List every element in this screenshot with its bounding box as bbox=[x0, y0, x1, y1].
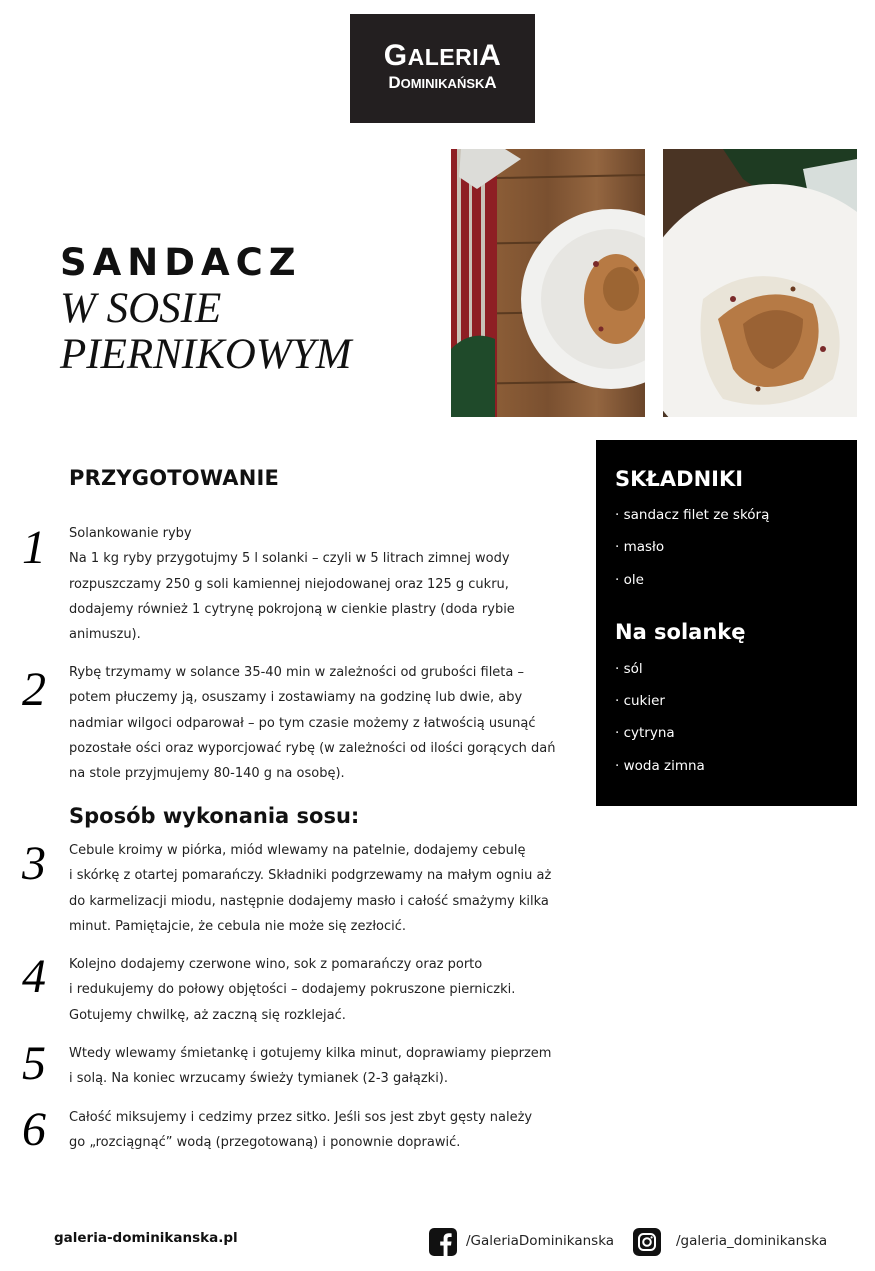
step-number: 5 bbox=[22, 1037, 46, 1090]
step-line: Kolejno dodajemy czerwone wino, sok z pomarańczy oraz porto bbox=[69, 957, 483, 972]
brine-heading: Na solankę bbox=[615, 620, 746, 644]
title-line-3: PIERNIKOWYM bbox=[60, 331, 352, 378]
step-text bbox=[69, 1105, 579, 1156]
website-link[interactable]: galeria-dominikanska.pl bbox=[54, 1230, 238, 1246]
preparation-heading: PRZYGOTOWANIE bbox=[69, 466, 280, 490]
step-line: i solą. Na koniec wrzucamy świeży tymianek (2-3 gałązki). bbox=[69, 1071, 449, 1087]
facebook-icon[interactable] bbox=[429, 1228, 457, 1256]
step-line: Rybę trzymamy w solance 35-40 min w zależności od grubości fileta – bbox=[69, 665, 524, 680]
ingredients-heading: SKŁADNIKI bbox=[615, 467, 744, 491]
ingredients-panel bbox=[596, 440, 857, 806]
step-number: 2 bbox=[22, 663, 46, 716]
step-line: Całość miksujemy i cedzimy przez sitko. Jeśli sos jest zbyt gęsty należy bbox=[69, 1110, 533, 1125]
ingredient-item: · masło bbox=[615, 539, 665, 555]
title-line-1: SANDACZ bbox=[60, 241, 302, 284]
brine-item: · woda zimna bbox=[615, 758, 705, 774]
step-line: Wtedy wlewamy śmietankę i gotujemy kilka minut, doprawiamy pieprzem bbox=[69, 1046, 552, 1061]
step-line: Cebule kroimy w piórka, miód wlewamy na patelnie, dodajemy cebulę bbox=[69, 843, 526, 858]
step-line: pozostałe ości oraz wyporcjować rybę (w zależności od ilości gorących dań bbox=[69, 740, 556, 756]
step-text bbox=[69, 521, 579, 647]
logo bbox=[350, 14, 535, 123]
step-line: potem płuczemy ją, osuszamy i zostawiamy na godzinę lub dwie, aby bbox=[69, 690, 523, 706]
step-number: 3 bbox=[22, 837, 46, 890]
instagram-link[interactable]: /galeria_dominikanska bbox=[676, 1233, 828, 1249]
step-line: go „rozciągnąć” wodą (przegotowaną) i ponownie doprawić. bbox=[69, 1135, 461, 1151]
step-line: Gotujemy chwilkę, aż zaczną się rozklejać. bbox=[69, 1007, 346, 1023]
step-number: 6 bbox=[22, 1103, 46, 1156]
step-line: rozpuszczamy 250 g soli kamiennej niejodowanej oraz 125 g cukru, bbox=[69, 576, 509, 592]
recipe-title bbox=[60, 240, 430, 378]
facebook-link[interactable]: /GaleriaDominikanska bbox=[466, 1233, 615, 1249]
step-line: Solankowanie ryby bbox=[69, 526, 192, 541]
title-line-2: W SOSIE bbox=[60, 285, 222, 332]
step-line: dodajemy również 1 cytrynę pokrojoną w cienkie plastry (doda rybie bbox=[69, 601, 515, 617]
sauce-heading: Sposób wykonania sosu: bbox=[69, 804, 360, 828]
step-text bbox=[69, 838, 579, 939]
brine-item: · sól bbox=[615, 661, 643, 677]
step-line: i redukujemy do połowy objętości – dodajemy pokruszone pierniczki. bbox=[69, 982, 516, 998]
ingredient-item: · sandacz filet ze skórą bbox=[615, 507, 770, 523]
step-text bbox=[69, 1041, 579, 1092]
step-line: Na 1 kg ryby przygotujmy 5 l solanki – czyli w 5 litrach zimnej wody bbox=[69, 551, 510, 567]
step-number: 4 bbox=[22, 950, 46, 1003]
step-line: do karmelizacji miodu, następnie dodajemy masło i całość smażymy kilka bbox=[69, 893, 549, 909]
dish-photo-table bbox=[451, 149, 645, 417]
logo-line-2: DOMINIKAŃSKA bbox=[388, 73, 497, 92]
brine-item: · cytryna bbox=[615, 725, 675, 741]
brine-item: · cukier bbox=[615, 693, 665, 709]
step-text bbox=[69, 952, 579, 1028]
step-line: animuszu). bbox=[69, 627, 141, 643]
instagram-icon[interactable] bbox=[633, 1228, 661, 1256]
dish-photo-closeup bbox=[663, 149, 857, 417]
step-number: 1 bbox=[22, 521, 46, 574]
ingredient-item: · ole bbox=[615, 572, 644, 588]
logo-line-1: GALERIA bbox=[383, 39, 502, 72]
step-line: i skórkę z otartej pomarańczy. Składniki podgrzewamy na małym ogniu aż bbox=[69, 868, 552, 884]
step-line: minut. Pamiętajcie, że cebula nie może się zezłocić. bbox=[69, 918, 407, 934]
step-line: nadmiar wilgoci odparował – po tym czasie możemy z łatwością usunąć bbox=[69, 715, 536, 731]
step-line: na stole przyjmujemy 80-140 g na osobę). bbox=[69, 766, 345, 782]
step-text bbox=[69, 660, 579, 786]
